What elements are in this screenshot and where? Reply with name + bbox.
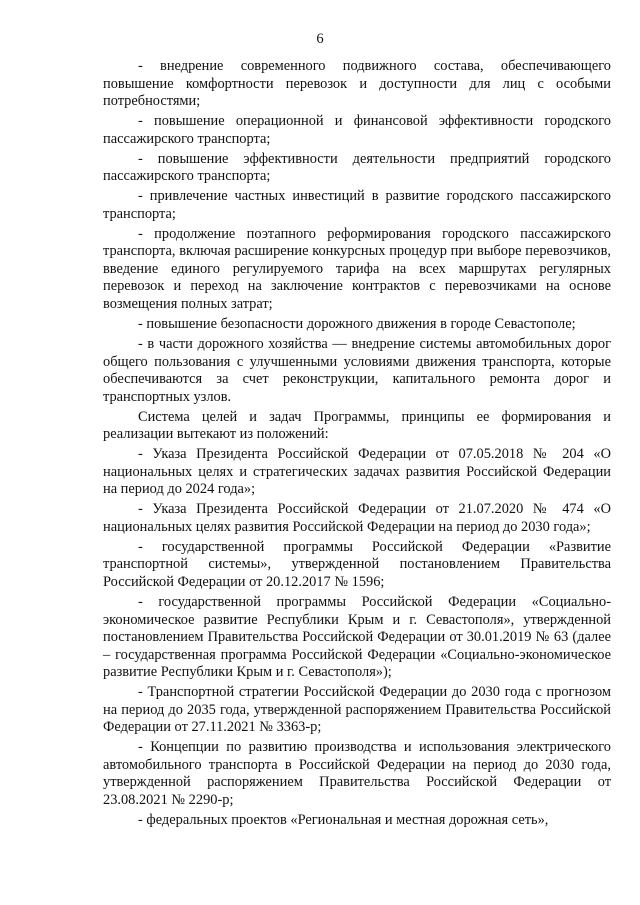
paragraph: - федеральных проектов «Региональная и местная дорожная сеть», [138, 811, 549, 828]
paragraph: Система целей и задач Программы, принципы ее формирования и реализации вытекают из положений: [103, 408, 611, 443]
paragraph: - Указа Президента Российской Федерации от 07.05.2018 № 204 «О национальных целях и стратегических задачах развития Российской Федерации на период до 2024 года»; [103, 446, 611, 498]
paragraph: - привлечение частных инвестиций в развитие городского пассажирского транспорта; [103, 188, 611, 222]
paragraph: - Указа Президента Российской Федерации от 21.07.2020 № 474 «О национальных целях развития Российской Федерации на период до 2030 года»; [103, 501, 611, 535]
paragraph: - продолжение поэтапного реформирования городского пассажирского транспорта, включая расширение конкурсных процедур при выборе перевозчиков, введение единого регулируемого тарифа на всех маршрутах регулярных перевозок и переход на заключение контрактов с перевозчиками на основе возмещения полных затрат; [103, 225, 611, 312]
paragraph: - повышение эффективности деятельности предприятий городского пассажирского транспорта; [103, 150, 611, 185]
paragraph: - внедрение современного подвижного состава, обеспечивающего повышение комфортности перевозок и доступности для лиц с особыми потребностями; [103, 58, 611, 109]
paragraph: - повышение безопасности дорожного движения в городе Севастополе; [138, 315, 576, 332]
paragraph: - Концепции по развитию производства и использования электрического автомобильного транспорта в Российской Федерации на период до 2030 года, утвержденной распоряжением Правительства Российской Федерации от 23.08.2021 № 2290-р; [103, 739, 611, 808]
paragraph: - в части дорожного хозяйства — внедрение системы автомобильных дорог общего пользования с улучшенными условиями движения транспорта, которые обеспечиваются за счет реконструкции, капитального ремонта дорог и транспортных узлов. [103, 336, 611, 405]
paragraph: - государственной программы Российской Федерации «Развитие транспортной системы», утвержденной постановлением Правительства Российской Федерации от 20.12.2017 № 1596; [103, 538, 611, 590]
paragraph: - Транспортной стратегии Российской Федерации до 2030 года с прогнозом на период до 2035 года, утвержденной распоряжением Правительства Российской Федерации от 27.11.2021 № 3363-р; [103, 684, 611, 736]
page-number: 6 [316, 31, 324, 47]
paragraph: - государственной программы Российской Федерации «Социально-экономическое развитие Республики Крым и г. Севастополя», утвержденной постановлением Правительства Российской Федерации от 30.01.2019 № 63 (далее – государственная программа Российской Федерации «Социально-экономическое развитие Республики Крым и г. Севастополя»); [103, 594, 611, 681]
paragraph: - повышение операционной и финансовой эффективности городского пассажирского транспорта; [103, 113, 611, 147]
document-body [103, 58, 611, 832]
